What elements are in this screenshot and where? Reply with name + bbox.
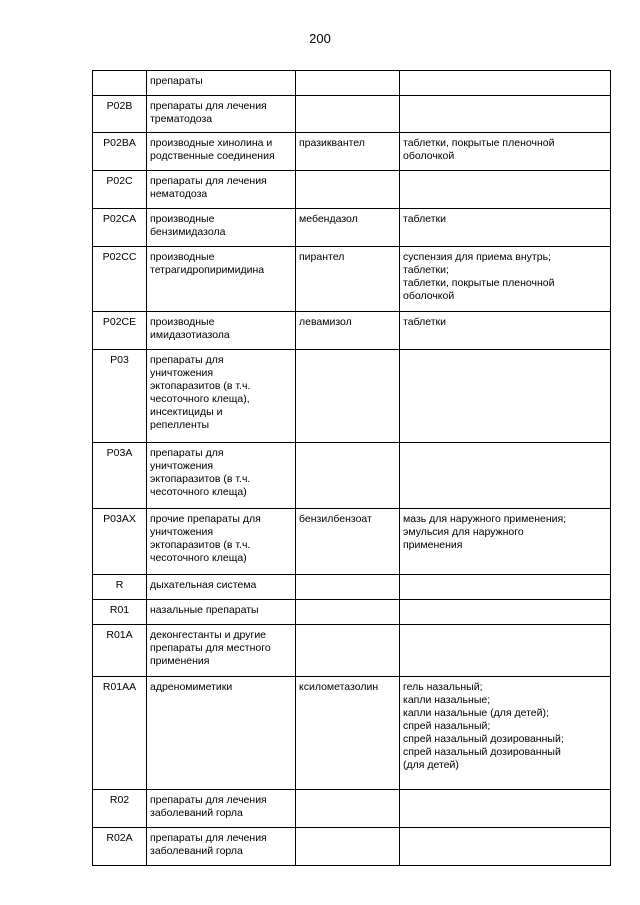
code-cell: P03 bbox=[93, 350, 147, 443]
dosage-form-cell bbox=[400, 828, 611, 866]
substance-cell: ксилометазолин bbox=[296, 677, 400, 790]
code-cell: R bbox=[93, 575, 147, 600]
group-cell: производные хинолина и родственные соединения bbox=[147, 133, 296, 171]
group-cell: препараты для лечения заболеваний горла bbox=[147, 828, 296, 866]
group-cell: препараты для уничтожения эктопаразитов (в т.ч. чесоточного клеща) bbox=[147, 443, 296, 509]
group-cell: дыхательная система bbox=[147, 575, 296, 600]
table-row bbox=[93, 247, 611, 312]
dosage-form-cell: таблетки, покрытые пленочной оболочкой bbox=[400, 133, 611, 171]
code-cell: P02BA bbox=[93, 133, 147, 171]
dosage-form-cell: таблетки bbox=[400, 209, 611, 247]
code-cell: R01A bbox=[93, 625, 147, 677]
dosage-form-cell bbox=[400, 790, 611, 828]
substance-cell bbox=[296, 790, 400, 828]
group-cell: производные бензимидазола bbox=[147, 209, 296, 247]
group-cell: назальные препараты bbox=[147, 600, 296, 625]
dosage-form-cell: гель назальный; капли назальные; капли назальные (для детей); спрей назальный; спрей назальный дозированный; спрей назальный дозированный (для детей) bbox=[400, 677, 611, 790]
code-cell: P03A bbox=[93, 443, 147, 509]
dosage-form-cell: суспензия для приема внутрь; таблетки; таблетки, покрытые пленочной оболочкой bbox=[400, 247, 611, 312]
code-cell: P02B bbox=[93, 96, 147, 133]
code-cell: P02CA bbox=[93, 209, 147, 247]
substance-cell bbox=[296, 600, 400, 625]
group-cell: препараты для лечения трематодоза bbox=[147, 96, 296, 133]
group-cell: производные имидазотиазола bbox=[147, 312, 296, 350]
code-cell: R01AA bbox=[93, 677, 147, 790]
group-cell: деконгестанты и другие препараты для местного применения bbox=[147, 625, 296, 677]
dosage-form-cell bbox=[400, 171, 611, 209]
substance-cell bbox=[296, 625, 400, 677]
dosage-form-cell bbox=[400, 625, 611, 677]
code-cell: R02A bbox=[93, 828, 147, 866]
table-row bbox=[93, 133, 611, 171]
dosage-form-cell: мазь для наружного применения; эмульсия для наружного применения bbox=[400, 509, 611, 575]
code-cell bbox=[93, 71, 147, 96]
group-cell: производные тетрагидропиримидина bbox=[147, 247, 296, 312]
table-row bbox=[93, 350, 611, 443]
group-cell: препараты bbox=[147, 71, 296, 96]
table-row bbox=[93, 828, 611, 866]
group-cell: препараты для уничтожения эктопаразитов (в т.ч. чесоточного клеща), инсектициды и репелленты bbox=[147, 350, 296, 443]
substance-cell bbox=[296, 171, 400, 209]
dosage-form-cell bbox=[400, 443, 611, 509]
page-number: 200 bbox=[309, 31, 331, 46]
group-cell: адреномиметики bbox=[147, 677, 296, 790]
substance-cell: левамизол bbox=[296, 312, 400, 350]
substance-cell: пирантел bbox=[296, 247, 400, 312]
dosage-form-cell bbox=[400, 71, 611, 96]
substance-cell bbox=[296, 575, 400, 600]
group-cell: препараты для лечения заболеваний горла bbox=[147, 790, 296, 828]
dosage-form-cell bbox=[400, 350, 611, 443]
code-cell: P02CE bbox=[93, 312, 147, 350]
table-row bbox=[93, 312, 611, 350]
substance-cell bbox=[296, 96, 400, 133]
code-cell: R01 bbox=[93, 600, 147, 625]
table-row bbox=[93, 96, 611, 133]
substance-cell bbox=[296, 443, 400, 509]
table-row bbox=[93, 443, 611, 509]
dosage-form-cell: таблетки bbox=[400, 312, 611, 350]
table-row bbox=[93, 575, 611, 600]
substance-cell bbox=[296, 350, 400, 443]
substance-cell: мебендазол bbox=[296, 209, 400, 247]
substance-cell: празиквантел bbox=[296, 133, 400, 171]
substance-cell bbox=[296, 71, 400, 96]
substance-cell: бензилбензоат bbox=[296, 509, 400, 575]
code-cell: R02 bbox=[93, 790, 147, 828]
code-cell: P02C bbox=[93, 171, 147, 209]
table-row bbox=[93, 625, 611, 677]
dosage-form-cell bbox=[400, 600, 611, 625]
table-row bbox=[93, 790, 611, 828]
code-cell: P03AX bbox=[93, 509, 147, 575]
table-row bbox=[93, 209, 611, 247]
group-cell: препараты для лечения нематодоза bbox=[147, 171, 296, 209]
code-cell: P02CC bbox=[93, 247, 147, 312]
drug-classification-table bbox=[92, 70, 611, 866]
table-row bbox=[93, 509, 611, 575]
substance-cell bbox=[296, 828, 400, 866]
table-row bbox=[93, 71, 611, 96]
table-row bbox=[93, 171, 611, 209]
dosage-form-cell bbox=[400, 96, 611, 133]
group-cell: прочие препараты для уничтожения эктопаразитов (в т.ч. чесоточного клеща) bbox=[147, 509, 296, 575]
table-row bbox=[93, 600, 611, 625]
table-row bbox=[93, 677, 611, 790]
dosage-form-cell bbox=[400, 575, 611, 600]
